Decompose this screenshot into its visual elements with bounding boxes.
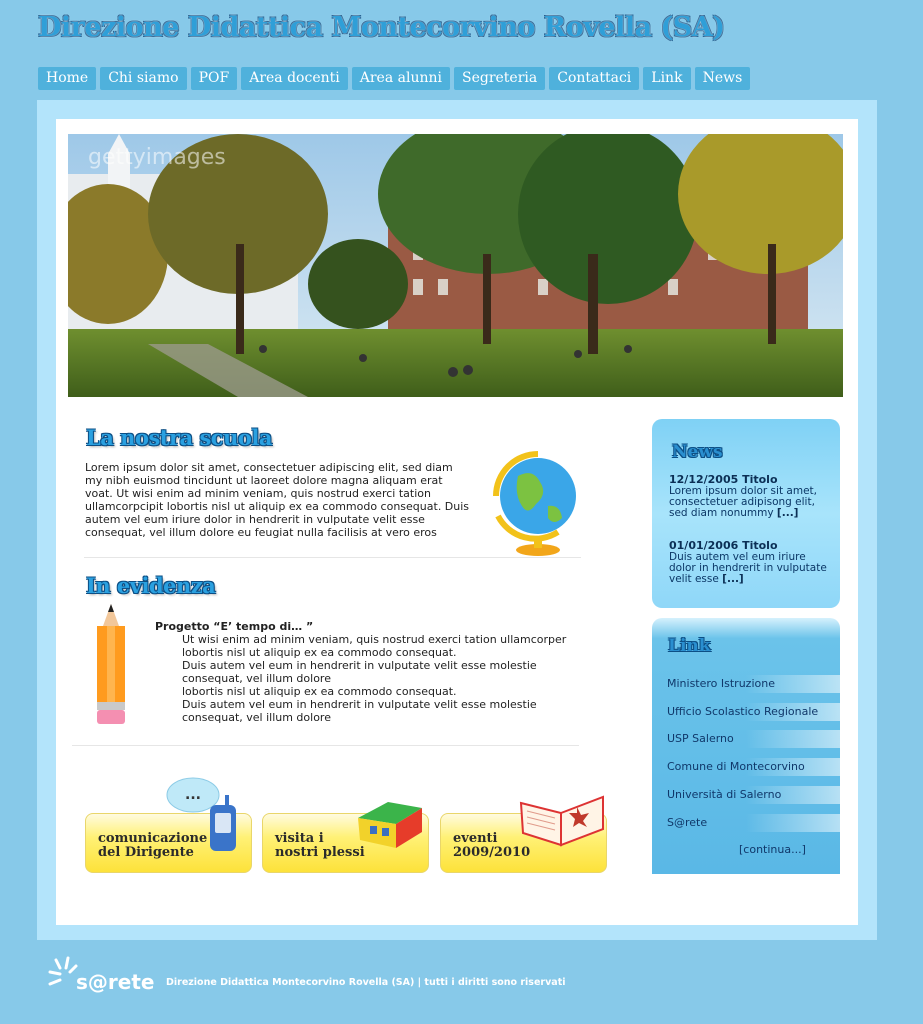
nav-news[interactable]: News: [695, 67, 751, 90]
section-divider: [72, 745, 579, 746]
nav-home[interactable]: Home: [38, 67, 96, 90]
project-line: Duis autem vel eum in hendrerit in vulputate velit esse molestie: [182, 698, 537, 711]
nav-pof[interactable]: POF: [191, 67, 238, 90]
cellphone-icon: [165, 775, 250, 859]
link-ufficio-scolastico[interactable]: [652, 703, 840, 721]
project-line: consequat, vel illum dolore: [182, 711, 331, 724]
hero-watermark: gettyimages: [88, 145, 226, 170]
highlight-section-title: In evidenza: [86, 573, 216, 598]
globe-icon: [478, 446, 588, 562]
sarete-logo-text: s@rete: [76, 970, 155, 994]
news-text: Duis autem vel eum iriure dolor in hendrerit in vulputate velit esse: [669, 551, 827, 585]
link-usp-salerno[interactable]: [652, 730, 840, 748]
project-line: Duis autem vel eum in hendrerit in vulputate velit esse molestie: [182, 659, 537, 672]
link-label: S@rete: [667, 816, 708, 829]
book-icon: [517, 793, 607, 852]
project-line: Ut wisi enim ad minim veniam, quis nostrud exerci tation ullamcorper: [182, 633, 567, 646]
hero-image: [68, 134, 843, 397]
sarete-logo: [46, 954, 158, 1002]
link-sarete[interactable]: [652, 814, 840, 832]
link-label: Ministero Istruzione: [667, 677, 775, 690]
promo-label: eventi 2009/2010: [453, 831, 531, 860]
link-label: Università di Salerno: [667, 788, 782, 801]
project-line: lobortis nisl ut aliquip ex ea commodo consequat.: [182, 646, 457, 659]
main-nav: [38, 67, 750, 90]
promo-label: visita i nostri plessi: [275, 831, 365, 860]
school-building-icon: [356, 796, 426, 855]
nav-link[interactable]: Link: [643, 67, 690, 90]
news-title: News: [672, 442, 723, 462]
link-universita[interactable]: [652, 786, 840, 804]
news-text: Lorem ipsum dolor sit amet, consectetuer adipisong elit, sed diam nonummy: [669, 485, 817, 519]
project-line: lobortis nisl ut aliquip ex ea commodo consequat.: [182, 685, 457, 698]
section-divider: [84, 557, 581, 558]
promo-label: comunicazione del Dirigente: [98, 831, 208, 860]
news-date: 12/12/2005 Titolo: [669, 473, 778, 486]
school-section-title: La nostra scuola: [86, 425, 272, 450]
news-more-link[interactable]: [...]: [776, 507, 799, 519]
footer-copyright: Direzione Didattica Montecorvino Rovella (SA) | tutti i diritti sono riservati: [166, 977, 566, 988]
nav-segreteria[interactable]: Segreteria: [454, 67, 545, 90]
project-title: Progetto “E’ tempo di… ”: [155, 620, 314, 633]
nav-area-alunni[interactable]: Area alunni: [352, 67, 450, 90]
link-ministero-istruzione[interactable]: [652, 675, 840, 693]
svg-text:...: ...: [185, 787, 201, 803]
news-more-link[interactable]: [...]: [722, 573, 744, 585]
pencil-icon: [91, 604, 131, 734]
nav-chi-siamo[interactable]: Chi siamo: [100, 67, 186, 90]
link-label: Comune di Montecorvino: [667, 760, 805, 773]
nav-area-docenti[interactable]: Area docenti: [241, 67, 348, 90]
nav-contattaci[interactable]: Contattaci: [549, 67, 639, 90]
news-date: 01/01/2006 Titolo: [669, 539, 778, 552]
link-comune[interactable]: [652, 758, 840, 776]
project-description: [182, 633, 582, 724]
link-title: Link: [668, 636, 711, 656]
news-item: [669, 486, 834, 519]
site-title: Direzione Didattica Montecorvino Rovella (SA): [38, 12, 725, 43]
school-description: Lorem ipsum dolor sit amet, consectetuer adipiscing elit, sed diam my nibh euismod tincidunt ut laoreet dolore magna aliquam erat voat. Ut wisi enim ad minim veniam, quis nostrud exerci tation ullamcorpcipit lobortis nisl ut aliquip ex ea commodo consequat. Duis autem vel eum iriure dolor in hendrerit in vulputate velit esse consequat, vel illum dolore eu feugiat nulla facilisis at vero eros: [85, 461, 470, 539]
links-continue-link[interactable]: [continua...]: [739, 843, 806, 856]
link-label: Ufficio Scolastico Regionale: [667, 705, 819, 718]
link-label: USP Salerno: [667, 732, 734, 745]
news-item: [669, 552, 834, 585]
project-line: consequat, vel illum dolore: [182, 672, 331, 685]
